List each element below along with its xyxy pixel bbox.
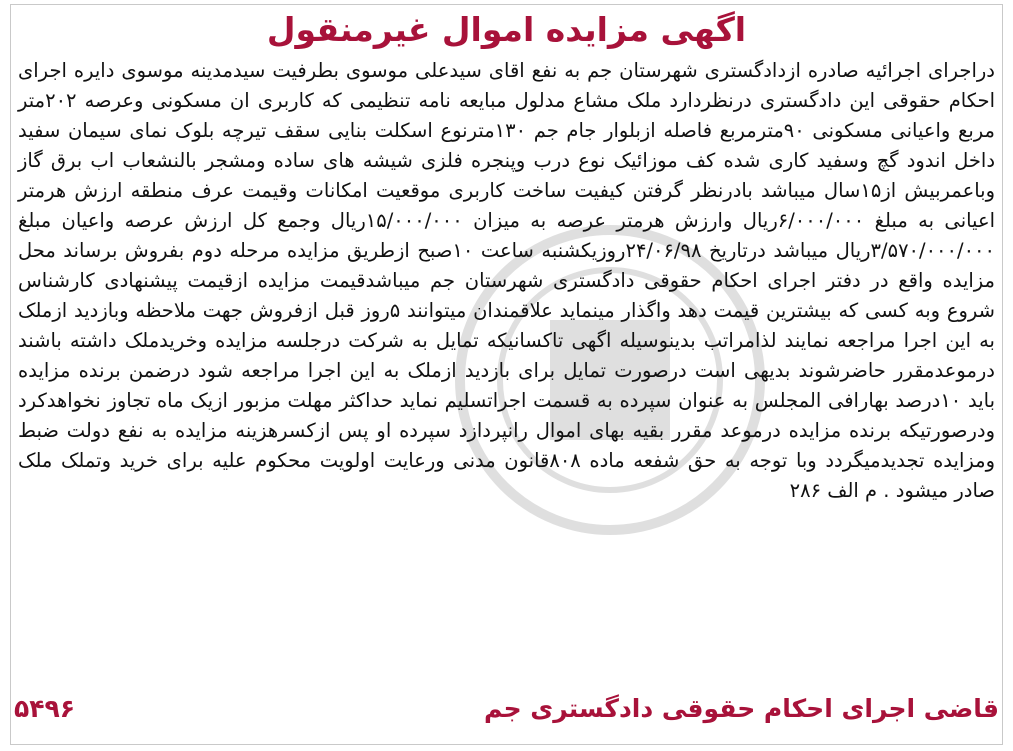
notice-footer [14,690,999,730]
notice-body: دراجرای اجرائیه صادره ازدادگستری شهرستان جم به نفع اقای سیدعلی موسوی بطرفیت سیدمدینه موسوی دایره اجرای احکام حقوقی این دادگستری درنظردارد ملک مشاع مدلول مبایعه نامه تنظیمی که کاربری ان مسکونی وعرصه ۲۰۲متر مربع واعیانی مسکونی ۹۰مترمربع فاصله ازبلوار جام جم ۱۳۰مترنوع اسکلت بنایی سقف تیرچه بلوک نمای سیمان سفید داخل اندود گچ وسفید کاری شده کف موزائیک نوع درب وپنجره فلزی شیشه های ساده ومشجر بالنشعاب اب برق گاز وباعمربیش از۱۵سال میباشد بادرنظر گرفتن کیفیت ساخت کاربری موقعیت امکانات وقیمت عرف منطقه ارزش هرمتر اعیانی به مبلغ ۶/۰۰۰/۰۰۰ریال وارزش هرمتر عرصه به میزان ۱۵/۰۰۰/۰۰۰ریال وجمع کل ارزش عرصه واعیان مبلغ ۳/۵۷۰/۰۰۰/۰۰۰ریال میباشد درتاریخ ۲۴/۰۶/۹۸روزیکشنبه ساعت ۱۰صبح ازطریق مزایده مرحله دوم بفروش برساند محل مزایده واقع در دفتر اجرای احکام حقوقی دادگستری شهرستان جم میباشدقیمت مزایده ازقیمت پیشنهادی کارشناس شروع وبه کسی که بیشترین قیمت دهد واگذار مینماید علاقمندان میتوانند ۵روز قبل ازفروش جهت ملاحظه وبازدید ازملک به این اجرا مراجعه نمایند لذامراتب بدینوسیله اگهی تاکسانیکه تمایل به شرکت درجلسه مزایده وخریدملک داشته باشند درموعدمقرر حاضرشوند بدیهی است درصورت تمایل برای بازدید ازملک به این اجرا مراجعه شود درضمن برنده مزایده باید ۱۰درصد بهارافی المجلس به عنوان سپرده به قسمت اجراتسلیم نماید حداکثر مهلت مزبور ازیک ماه تجاوز نخواهدکرد ودرصورتیکه برنده مزایده درموعد مقرر بقیه بهای اموال رانپردازد سپرده او پس ازکسرهزینه مزایده به نفع دولت ضبط ومزایده تجدیدمیگردد وبا توجه به حق شفعه ماده ۸۰۸قانون مدنی ورعایت اولویت محکوم علیه برای خرید وتملک ملک صادر میشود . م الف ۲۸۶ [18,59,996,502]
notice-code: ۵۴۹۶ [14,694,76,723]
notice-title: اگهی مزایده اموال غیرمنقول [266,10,747,49]
judge-signature: قاضی اجرای احکام حقوقی دادگستری جم [483,694,999,723]
